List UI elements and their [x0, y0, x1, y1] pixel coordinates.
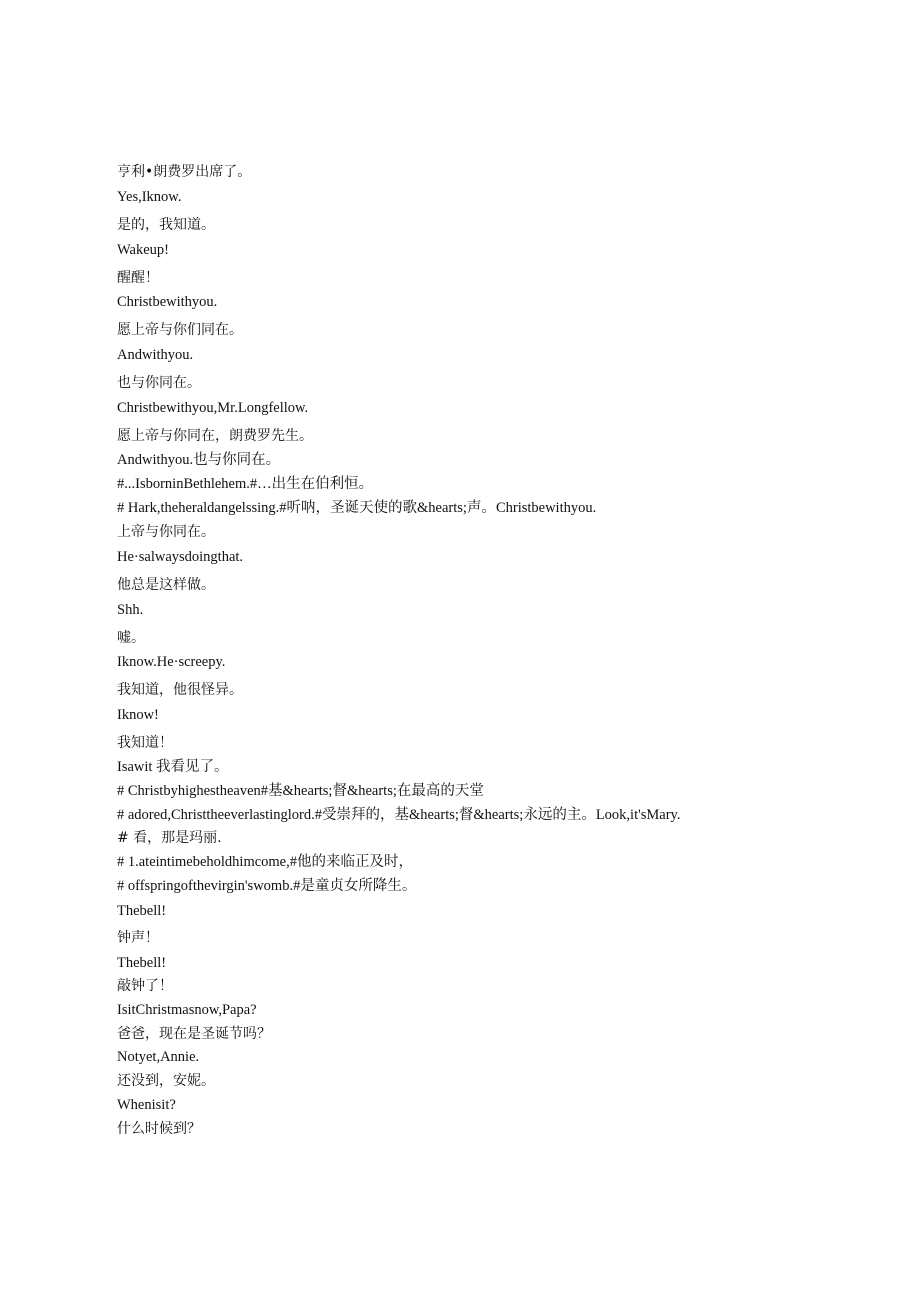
text-line: 愿上帝与你同在，朗费罗先生。 [117, 428, 313, 444]
text-line: 他总是这样做。 [117, 577, 215, 593]
text-line: 钟声！ [117, 930, 159, 946]
text-line: 醒醒！ [117, 270, 159, 286]
text-line: 我知道，他很怪异。 [117, 682, 243, 698]
text-line: 是的，我知道。 [117, 217, 215, 233]
text-line: Shh. [117, 602, 144, 618]
text-line: 嘘。 [117, 630, 145, 646]
text-line: 愿上帝与你们同在。 [117, 322, 243, 338]
text-line: Andwithyou. [117, 347, 194, 363]
text-line: Whenisit? [117, 1097, 176, 1113]
text-line: Christbewithyou. [117, 294, 218, 310]
text-line: Yes,Iknow. [117, 189, 182, 205]
text-line: # Christbyhighestheaven#基&hearts;督&hearts;在最高的天堂 [117, 783, 484, 799]
text-line: Wakeup! [117, 242, 169, 258]
text-line: # adored,Christtheeverlastinglord.#受崇拜的，基&hearts;督&hearts;永远的主。Look,it'sMary. [117, 807, 681, 823]
text-line: He·salwaysdoingthat. [117, 549, 244, 565]
text-line: Notyet,Annie. [117, 1049, 200, 1065]
text-line: #...IsborninBethlehem.#…出生在伯利恒。 [117, 476, 374, 492]
text-line: Thebell! [117, 955, 167, 971]
text-line: Thebell! [117, 903, 167, 919]
text-line: 还没到，安妮。 [117, 1073, 215, 1089]
text-line: Christbewithyou,Mr.Longfellow. [117, 400, 309, 416]
text-line: 亨利•朗费罗出席了。 [117, 164, 252, 180]
text-line: Iknow.He·screepy. [117, 654, 226, 670]
text-line: 我知道！ [117, 735, 173, 751]
text-line: 也与你同在。 [117, 375, 201, 391]
text-line: Andwithyou.也与你同在。 [117, 452, 281, 468]
text-line: # Hark,theheraldangelssing.#听呐，圣诞天使的歌&hearts;声。Christbewithyou. [117, 500, 597, 516]
text-line: # offspringofthevirgin'swomb.#是童贞女所降生。 [117, 878, 417, 894]
text-line: # 看，那是玛丽. [117, 830, 222, 846]
text-line: Iknow! [117, 707, 159, 723]
text-line: 爸爸，现在是圣诞节吗？ [117, 1026, 271, 1042]
text-line: 敲钟了！ [117, 978, 173, 994]
text-line: # 1.ateintimebeholdhimcome,#他的来临正及时， [117, 854, 413, 870]
text-line: 上帝与你同在。 [117, 524, 215, 540]
text-line: IsitChristmasnow,Papa? [117, 1002, 257, 1018]
text-line: 什么时候到？ [117, 1121, 201, 1137]
text-line: Isawit 我看见了。 [117, 759, 229, 775]
